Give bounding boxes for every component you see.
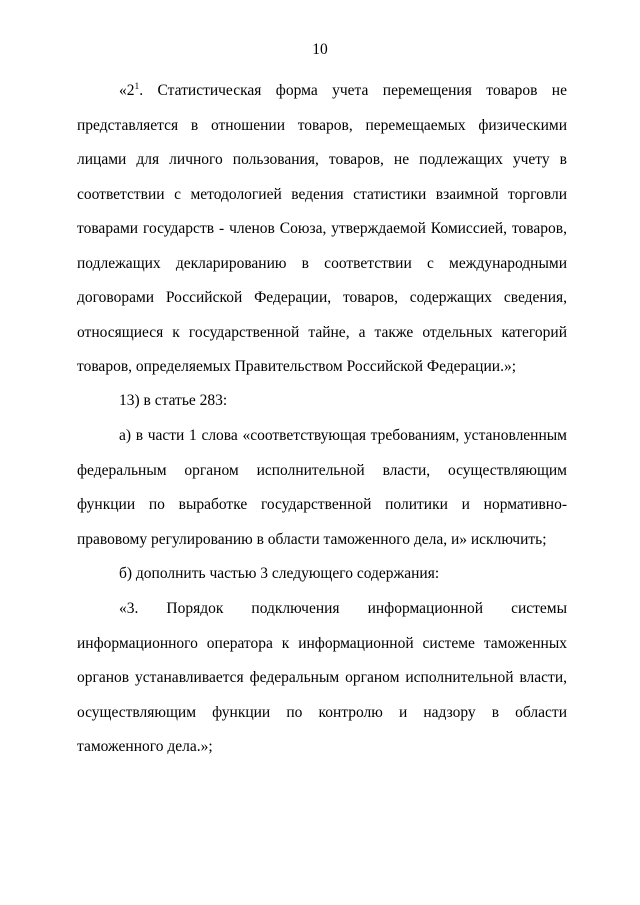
- paragraph-lead: «2: [119, 82, 135, 99]
- paragraph-item-13: 13) в статье 283:: [119, 392, 228, 409]
- superscript: 1: [134, 82, 140, 92]
- page-number: 10: [312, 41, 328, 58]
- paragraph-subitem-a: а) в части 1 слова «соответствующая требованиям, установленным федеральным органом исполнительной власти, осуществляющим функции по выработке государственной политики и нормативно-правовому регулированию в области таможенного дела, и» исключить;: [77, 427, 567, 548]
- paragraph-article-2-1: [77, 74, 567, 385]
- paragraph-subitem-b: б) дополнить частью 3 следующего содержания:: [119, 565, 440, 582]
- paragraph-part-3: «3. Порядок подключения информационной системы информационного оператора к информационной системе таможенных органов устанавливается федеральным органом исполнительной власти, осуществляющим функции по контролю и надзору в области таможенного дела.»;: [77, 600, 567, 755]
- paragraph-body: . Статистическая форма учета перемещения товаров не представляется в отношении товаров, перемещаемых физическими лицами для личного пользования, товаров, не подлежащих учету в соответствии с методологией ведения статистики взаимной торговли товарами государств - членов Союза, утверждаемой Комиссией, товаров, подлежащих декларированию в соответствии с международными договорами Российской Федерации, товаров, содержащих сведения, относящиеся к государственной тайне, а также отдельных категорий товаров, определяемых Правительством Российской Федерации.»;: [77, 82, 567, 375]
